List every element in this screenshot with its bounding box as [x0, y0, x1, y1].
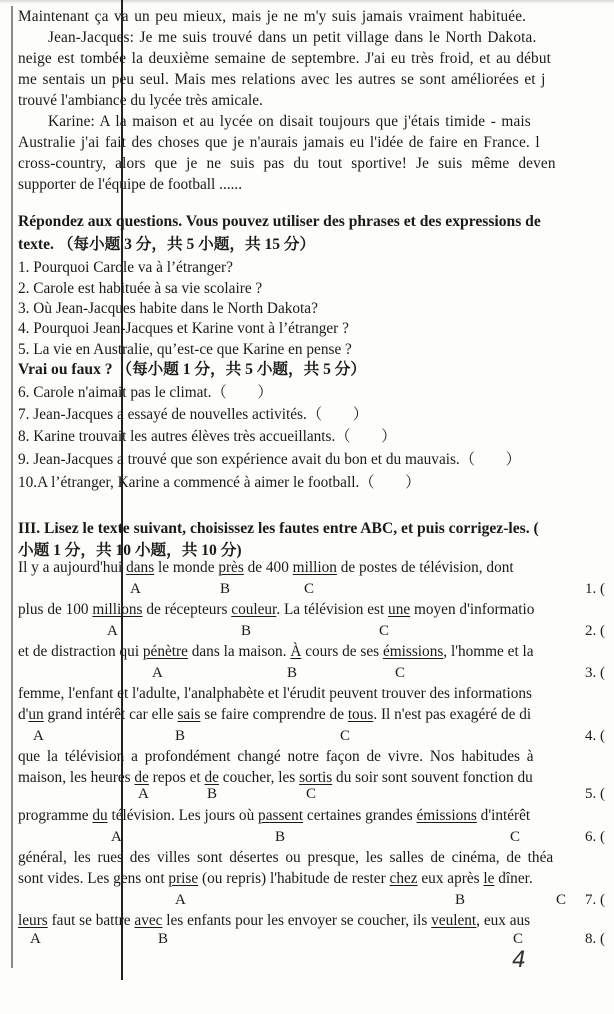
- question-item: 5. La vie en Australie, qu’est-ce que Karine en pense ?: [18, 341, 352, 358]
- section-instruction: Répondez aux questions. Vous pouvez utiliser des phrases et des expressions de: [18, 213, 541, 230]
- label-b: B: [220, 581, 231, 597]
- answer-slot-3[interactable]: 3. (: [585, 665, 605, 681]
- option-b: près: [218, 559, 244, 576]
- page-left-border: [11, 6, 13, 968]
- question-item: 1. Pourquoi Carole va à l’étranger?: [18, 259, 233, 276]
- label-b: B: [455, 892, 466, 908]
- answer-slot-5[interactable]: 5. (: [585, 786, 605, 802]
- label-a: A: [33, 728, 44, 744]
- true-false-item: 6. Carole n'aimait pas le climat.（ ）: [18, 384, 273, 401]
- label-c: C: [306, 786, 317, 802]
- label-b: B: [175, 728, 186, 744]
- passage-line: Australie j'ai fait des choses que je n'aurais jamais eu l'idée de faire en France. l: [18, 134, 540, 151]
- option-c: sortis: [299, 769, 333, 786]
- label-a: A: [30, 931, 41, 947]
- text-line: que la télévision a profondément changé notre façon de vivre. Nos habitudes à: [18, 748, 534, 765]
- option-a: du: [92, 807, 108, 824]
- label-a: A: [130, 581, 141, 597]
- label-a: A: [152, 665, 163, 681]
- label-c: C: [513, 931, 524, 947]
- option-b: À: [290, 643, 302, 660]
- label-c: C: [556, 892, 567, 908]
- option-b: couleur: [231, 601, 277, 618]
- label-c: C: [340, 728, 351, 744]
- option-a: millions: [92, 601, 143, 618]
- true-false-item: 10.A l’étranger, Karine a commencé à aimer le football.（ ）: [18, 474, 421, 491]
- option-a: leurs: [18, 912, 48, 929]
- option-c: le: [483, 870, 495, 887]
- true-false-item: 8. Karine trouvait les autres élèves très accueillants.（ ）: [18, 428, 397, 445]
- true-false-points: （每小题 1 分，共 5 小题，共 5 分）: [116, 361, 366, 378]
- label-c: C: [510, 829, 521, 845]
- answer-slot-8[interactable]: 8. (: [585, 931, 605, 947]
- label-c: C: [304, 581, 315, 597]
- option-c: million: [292, 559, 337, 576]
- passage-line: supporter de l'équipe de football ......: [18, 176, 243, 193]
- label-c: C: [379, 623, 390, 639]
- text-line: Il y a aujourd'hui dans le monde près de 400 million de postes de télévision, dont: [18, 559, 514, 576]
- label-b: B: [287, 665, 298, 681]
- text-line: femme, l'enfant et l'adulte, l'analphabète et l'érudit peuvent trouver des informations: [18, 685, 532, 702]
- text-line: d'un grand intérêt car elle sais se faire comprendre de tous. Il n'est pas exagéré de di: [18, 706, 532, 723]
- true-false-title: Vrai ou faux ?: [18, 361, 113, 378]
- scan-top-edge: [0, 0, 614, 4]
- option-b: avec: [134, 912, 163, 929]
- label-b: B: [241, 623, 252, 639]
- label-b: B: [158, 931, 169, 947]
- option-a: dans: [126, 559, 155, 576]
- label-c: C: [395, 665, 406, 681]
- true-false-item: 9. Jean-Jacques a trouvé que son expérience avait du bon et du mauvais.（ ）: [18, 451, 521, 468]
- label-a: A: [111, 829, 122, 845]
- section-instruction-points: texte. （每小题 3 分，共 5 小题，共 15 分）: [18, 236, 316, 253]
- answer-slot-1[interactable]: 1. (: [585, 581, 605, 597]
- passage-line: trouvé l'ambiance du lycée très amicale.: [18, 92, 263, 109]
- passage-line: Maintenant ça va un peu mieux, mais je ne m'y suis jamais vraiment habituée.: [18, 8, 527, 25]
- option-c: une: [388, 601, 411, 618]
- label-b: B: [275, 829, 286, 845]
- page-number: 4: [512, 948, 526, 973]
- option-b: chez: [389, 870, 418, 887]
- label-b: B: [207, 786, 218, 802]
- passage-line: cross-country, alors que je ne suis pas du tout sportive! Je suis même deven: [18, 155, 556, 172]
- text-line: sont vides. Les gens ont prise (ou repris) l'habitude de rester chez eux après le dîner.: [18, 870, 533, 887]
- passage-line: me sentais un peu seul. Mais mes relations avec les autres se sont améliorées et j: [18, 71, 546, 88]
- option-c: veulent: [431, 912, 477, 929]
- question-item: 4. Pourquoi Jean-Jacques et Karine vont à l’étranger ?: [18, 320, 349, 337]
- option-c: émissions: [416, 807, 477, 824]
- question-item: 3. Où Jean-Jacques habite dans le North Dakota?: [18, 300, 318, 317]
- passage-line: Jean-Jacques: Je me suis trouvé dans un petit village dans le North Dakota.: [48, 29, 537, 46]
- label-a: A: [107, 623, 118, 639]
- text-line: plus de 100 millions de récepteurs couleur. La télévision est une moyen d'informatio: [18, 601, 535, 618]
- option-c: tous: [347, 706, 374, 723]
- answer-slot-2[interactable]: 2. (: [585, 623, 605, 639]
- option-a: prise: [168, 870, 199, 887]
- text-line: général, les rues des villes sont désertes ou presque, les salles de cinéma, de théa: [18, 849, 554, 866]
- text-line: leurs faut se battre avec les enfants pour les envoyer se coucher, ils veulent, eux aus: [18, 912, 531, 929]
- option-b: sais: [177, 706, 201, 723]
- answer-slot-4[interactable]: 4. (: [585, 728, 605, 744]
- true-false-heading: [18, 361, 366, 379]
- answer-slot-6[interactable]: 6. (: [585, 829, 605, 845]
- true-false-item: 7. Jean-Jacques a essayé de nouvelles activités.（ ）: [18, 406, 369, 423]
- option-c: émissions: [382, 643, 444, 660]
- option-b: passent: [258, 807, 304, 824]
- text-line: et de distraction qui pénètre dans la maison. À cours de ses émissions, l'homme et la: [18, 643, 534, 660]
- option-a: pénètre: [142, 643, 188, 660]
- text-line: maison, les heures de repos et de coucher, les sortis du soir sont souvent fonction du: [18, 769, 533, 786]
- section-title-points: 小题 1 分，共 10 小题，共 10 分): [18, 542, 242, 559]
- answer-slot-7[interactable]: 7. (: [585, 892, 605, 908]
- option-b: de: [204, 769, 219, 786]
- section-title: III. Lisez le texte suivant, choisissez les fautes entre ABC, et puis corrigez-les. (: [18, 520, 539, 537]
- label-a: A: [138, 786, 149, 802]
- label-a: A: [175, 892, 186, 908]
- option-a: un: [28, 706, 44, 723]
- option-a: de: [134, 769, 149, 786]
- question-item: 2. Carole est habituée à sa vie scolaire ?: [18, 280, 263, 297]
- passage-line: neige est tombée la deuxième semaine de septembre. J'ai eu très froid, et au début: [18, 50, 552, 67]
- text-line: programme du télévision. Les jours où passent certaines grandes émissions d'intérêt: [18, 807, 531, 824]
- passage-line: Karine: A la maison et au lycée on disait toujours que j'étais timide - mais: [48, 113, 531, 130]
